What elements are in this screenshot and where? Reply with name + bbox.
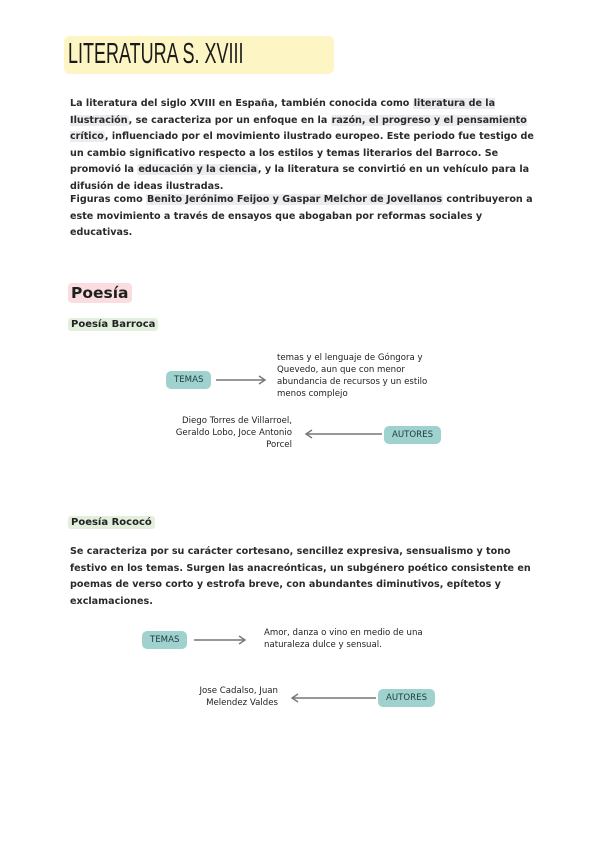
barroca-temas-arrow [216,374,270,386]
highlighted-text: Benito Jerónimo Feijoo y Gaspar Melchor de Jovellanos [147,194,443,205]
barroca-temas-pill: TEMAS [166,371,211,389]
paragraph-text: , y la literatura se convirtió en un vehículo para la difusión de ideas ilustradas. [70,164,530,192]
rococo-temas-pill: TEMAS [142,631,187,649]
highlighted-text: educación y la ciencia [138,164,257,176]
paragraph-text: contribuyeron a este movimiento a través de ensayos que abogaban por reformas sociales y educativas. [70,194,533,239]
highlighted-text: literatura de la Ilustración [70,98,496,126]
rococo-description: Se caracteriza por su carácter cortesano, sencillez expresiva, sensualismo y tono festivo en los temas. Surgen las anacreónticas, un subgénero poético consistente en poemas de verso corto y estrofa breve, con abundantes diminutivos, epítetos y exclamaciones. [70,546,531,607]
rococo-temas-arrow [194,634,248,646]
subheading-poesia-barroca: Poesía Barroca [68,318,158,331]
paragraph-text: , influenciado por el movimiento ilustrado europeo. Este periodo fue testigo de un cambio significativo respecto a los estilos y temas literarios del Barroco. Se promovió la [70,131,534,176]
paragraph-text: Figuras como [70,194,147,205]
rococo-autores-pill: AUTORES [378,689,435,707]
rococo-autores-arrow [290,692,380,704]
page-title-highlight [64,36,334,74]
rococo-autores-text: Jose Cadalso, Juan Melendez Valdes [199,686,278,708]
barroca-autores-text: Diego Torres de Villarroel, Geraldo Lobo, Joce Antonio Porcel [175,416,292,450]
paragraph-text: , se caracteriza por un enfoque en la [128,114,331,126]
barroca-temas-text: temas y el lenguaje de Góngora y Quevedo, aun que con menor abundancia de recursos y un estilo menos complejo [277,353,428,399]
intro-paragraph-1 [70,96,542,196]
highlighted-text: razón, el progreso y el pensamiento crítico [70,114,527,143]
page-title: LITERATURA S. XVIII [68,38,244,70]
barroca-autores-arrow [304,428,384,440]
intro-paragraph-2 [70,192,542,242]
section-heading-poesia: Poesía [68,283,132,303]
subheading-poesia-rococo: Poesía Rococó [68,516,155,529]
barroca-autores-pill: AUTORES [384,426,441,444]
paragraph-text: La literatura del siglo XVIII en España, también conocida como [70,98,413,109]
rococo-temas-text: Amor, danza o vino en medio de una naturaleza dulce y sensual. [264,628,423,650]
